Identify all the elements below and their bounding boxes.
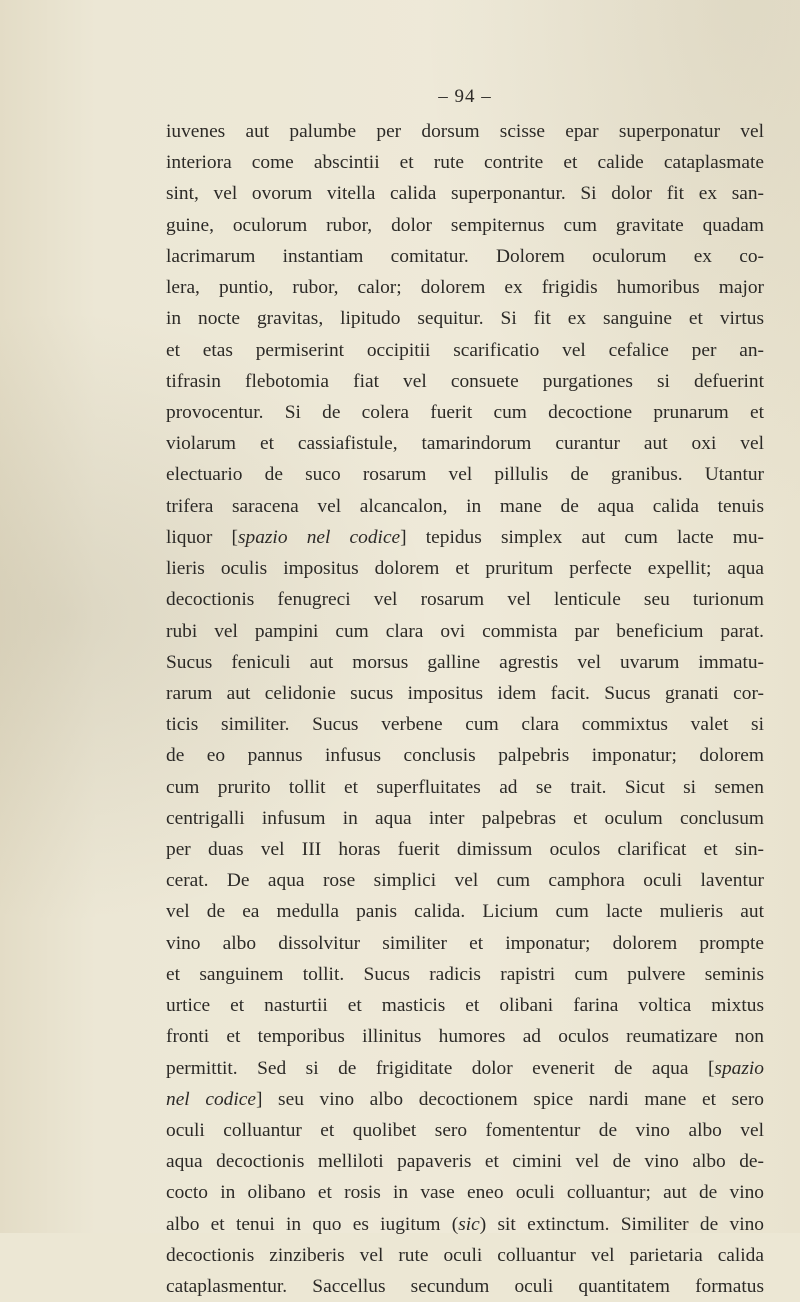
text-line: albo et tenui in quo es iugitum (sic) sit extinctum. Similiter de vino bbox=[166, 1213, 764, 1235]
text-line: decoctionis fenugreci vel rosarum vel lenticule seu turionum bbox=[166, 589, 764, 611]
text-line: trifera saracena vel alcancalon, in mane de aqua calida tenuis bbox=[166, 495, 764, 517]
text-line: cataplasmentur. Saccellus secundum oculi quantitatem formatus bbox=[166, 1276, 764, 1298]
text-line: tifrasin flebotomia fiat vel consuete purgationes si defuerint bbox=[166, 370, 764, 392]
text-line: de eo pannus infusus conclusis palpebris imponatur; dolorem bbox=[166, 745, 764, 767]
editorial-note: sic bbox=[458, 1213, 480, 1235]
text-line: lieris oculis impositus dolorem et pruritum perfecte expellit; aqua bbox=[166, 558, 764, 580]
text-line: interiora come abscintii et rute contrite et calide cataplasmate bbox=[166, 152, 764, 174]
text-line: in nocte gravitas, lipitudo sequitur. Si fit ex sanguine et virtus bbox=[166, 308, 764, 330]
text-line: liquor [spazio nel codice] tepidus simplex aut cum lacte mu- bbox=[166, 526, 764, 548]
text-line: cerat. De aqua rose simplici vel cum camphora oculi laventur bbox=[166, 870, 764, 892]
text-line: oculi colluantur et quolibet sero fomententur de vino albo vel bbox=[166, 1120, 764, 1141]
text-line: lera, puntio, rubor, calor; dolorem ex frigidis humoribus major bbox=[166, 277, 764, 299]
text-line: cum prurito tollit et superfluitates ad se trait. Sicut si semen bbox=[166, 776, 764, 798]
editorial-note: spazio bbox=[714, 1057, 764, 1079]
text-line: provocentur. Si de colera fuerit cum decoctione prunarum et bbox=[166, 401, 764, 423]
text-line: aqua decoctionis melliloti papaveris et cimini vel de vino albo de- bbox=[166, 1151, 764, 1173]
text-line: iuvenes aut palumbe per dorsum scisse epar superponatur vel bbox=[166, 121, 764, 142]
text-line: rubi vel pampini cum clara ovi commista par beneficium parat. bbox=[166, 620, 764, 642]
text-line: rarum aut celidonie sucus impositus idem facit. Sucus granati cor- bbox=[166, 682, 764, 704]
text-line: per duas vel III horas fuerit dimissum oculos clarificat et sin- bbox=[166, 839, 764, 861]
editorial-note: spazio nel codice bbox=[237, 526, 401, 548]
text-line: vino albo dissolvitur similiter et imponatur; dolorem prompte bbox=[166, 932, 764, 954]
text-line: et sanguinem tollit. Sucus radicis rapistri cum pulvere seminis bbox=[166, 963, 764, 985]
text-line: centrigalli infusum in aqua inter palpebras et oculum conclusum bbox=[166, 807, 764, 829]
text-line: violarum et cassiafistule, tamarindorum curantur aut oxi vel bbox=[166, 433, 764, 455]
text-line: nel codice] seu vino albo decoctionem spice nardi mane et sero bbox=[166, 1088, 764, 1110]
page-number: – 94 – bbox=[438, 86, 492, 107]
text-line: cocto in olibano et rosis in vase eneo oculi colluantur; aut de vino bbox=[166, 1182, 764, 1204]
text-line: guine, oculorum rubor, dolor sempiternus cum gravitate quadam bbox=[166, 214, 764, 236]
body-text bbox=[166, 116, 764, 1302]
text-line: fronti et temporibus illinitus humores ad oculos reumatizare non bbox=[166, 1026, 764, 1048]
text-line: decoctionis zinziberis vel rute oculi colluantur vel parietaria calida bbox=[166, 1244, 764, 1266]
text-line: vel de ea medulla panis calida. Licium cum lacte mulieris aut bbox=[166, 901, 764, 923]
text-line: permittit. Sed si de frigiditate dolor evenerit de aqua [spazio bbox=[166, 1057, 764, 1079]
text-line: Sucus feniculi aut morsus galline agrestis vel uvarum immatu- bbox=[166, 651, 764, 673]
text-line: sint, vel ovorum vitella calida superponantur. Si dolor fit ex san- bbox=[166, 183, 764, 205]
text-line: electuario de suco rosarum vel pillulis de granibus. Utantur bbox=[166, 464, 764, 486]
text-line: et etas permiserint occipitii scarificatio vel cefalice per an- bbox=[166, 339, 764, 361]
editorial-note: nel codice bbox=[166, 1088, 256, 1110]
text-line: ticis similiter. Sucus verbene cum clara commixtus valet si bbox=[166, 714, 764, 736]
text-line: urtice et nasturtii et masticis et olibani farina voltica mixtus bbox=[166, 995, 764, 1017]
text-line: lacrimarum instantiam comitatur. Dolorem oculorum ex co- bbox=[166, 245, 764, 267]
